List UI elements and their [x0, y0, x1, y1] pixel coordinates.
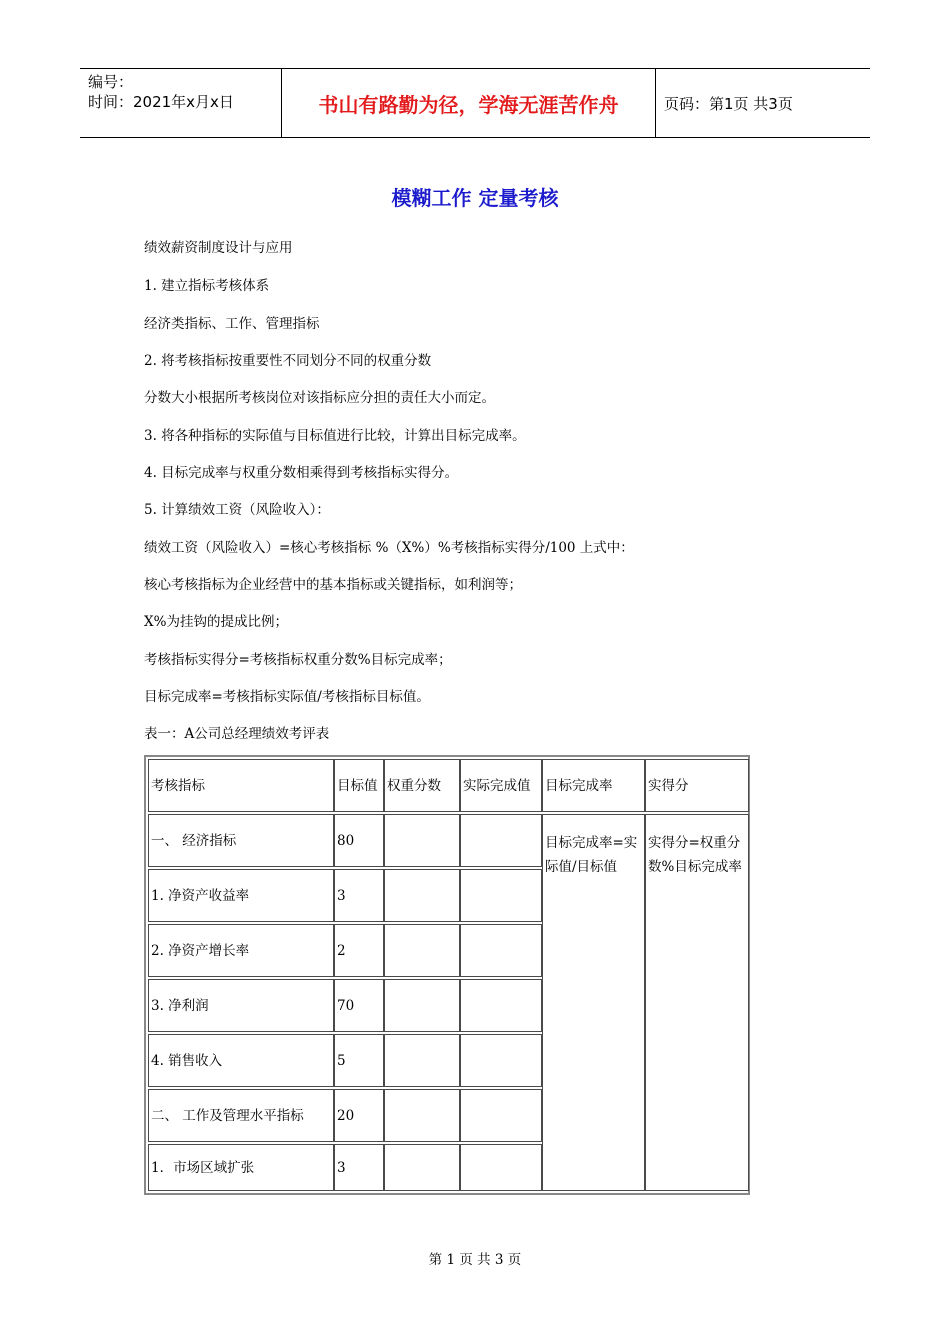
header-cell: 考核指标 [148, 759, 334, 812]
evaluation-table [144, 755, 750, 1195]
actual-cell [460, 924, 542, 977]
actual-cell [460, 1034, 542, 1087]
target-cell: 20 [334, 1089, 384, 1142]
header-meta [80, 69, 282, 137]
header-cell: 目标完成率 [542, 759, 645, 812]
paragraph: 2. 将考核指标按重要性不同划分不同的权重分数 [144, 353, 432, 369]
table-caption: 表一：A公司总经理绩效考评表 [144, 726, 330, 742]
actual-cell [460, 869, 542, 922]
weight-cell [384, 869, 460, 922]
indicator-cell: 1．市场区域扩张 [148, 1144, 334, 1191]
target-cell: 3 [334, 869, 384, 922]
weight-cell [384, 924, 460, 977]
score-note: 实得分=权重分数%目标完成率 [645, 814, 749, 1191]
paragraph: 1. 建立指标考核体系 [144, 278, 270, 294]
target-cell: 80 [334, 814, 384, 867]
page-footer: 第 1 页 共 3 页 [428, 1252, 522, 1268]
indicator-cell: 4. 销售收入 [148, 1034, 334, 1087]
actual-cell [460, 979, 542, 1032]
indicator-cell: 一、 经济指标 [148, 814, 334, 867]
weight-cell [384, 814, 460, 867]
actual-cell [460, 814, 542, 867]
target-cell: 5 [334, 1034, 384, 1087]
paragraph: 4. 目标完成率与权重分数相乘得到考核指标实得分。 [144, 465, 459, 481]
paragraph: 绩效薪资制度设计与应用 [144, 240, 293, 256]
paragraph: X%为挂钩的提成比例； [144, 614, 288, 630]
weight-cell [384, 1034, 460, 1087]
header-cell: 权重分数 [384, 759, 460, 812]
target-cell: 3 [334, 1144, 384, 1191]
header-cell: 实际完成值 [460, 759, 542, 812]
paragraph: 经济类指标、工作、管理指标 [144, 316, 320, 332]
indicator-cell: 二、 工作及管理水平指标 [148, 1089, 334, 1142]
weight-cell [384, 1089, 460, 1142]
actual-cell [460, 1144, 542, 1191]
paragraph: 5. 计算绩效工资（风险收入）： [144, 502, 330, 518]
paragraph: 考核指标实得分=考核指标权重分数%目标完成率； [144, 652, 452, 668]
paragraph: 绩效工资（风险收入）=核心考核指标 %（X%）%考核指标实得分/100 上式中： [144, 540, 634, 556]
header-cell: 实得分 [645, 759, 749, 812]
indicator-cell: 1. 净资产收益率 [148, 869, 334, 922]
header-motto: 书山有路勤为径，学海无涯苦作舟 [282, 69, 656, 137]
indicator-cell: 2. 净资产增长率 [148, 924, 334, 977]
target-cell: 2 [334, 924, 384, 977]
completion-rate-note: 目标完成率=实际值/目标值 [542, 814, 645, 1191]
paragraph: 目标完成率=考核指标实际值/考核指标目标值。 [144, 689, 430, 705]
paragraph: 3. 将各种指标的实际值与目标值进行比较，计算出目标完成率。 [144, 428, 526, 444]
document-title: 模糊工作 定量考核 [391, 186, 559, 210]
paragraph: 分数大小根据所考核岗位对该指标应分担的责任大小而定。 [144, 390, 495, 406]
paragraph: 核心考核指标为企业经营中的基本指标或关键指标，如利润等； [144, 577, 522, 593]
header-page-info: 页码：第1页 共3页 [664, 94, 793, 113]
target-cell: 70 [334, 979, 384, 1032]
indicator-cell: 3. 净利润 [148, 979, 334, 1032]
weight-cell [384, 979, 460, 1032]
header-cell: 目标值 [334, 759, 384, 812]
actual-cell [460, 1089, 542, 1142]
time-label: 时间：2021年x月x日 [88, 93, 234, 111]
page-header [80, 68, 870, 138]
number-label: 编号： [88, 73, 134, 91]
weight-cell [384, 1144, 460, 1191]
